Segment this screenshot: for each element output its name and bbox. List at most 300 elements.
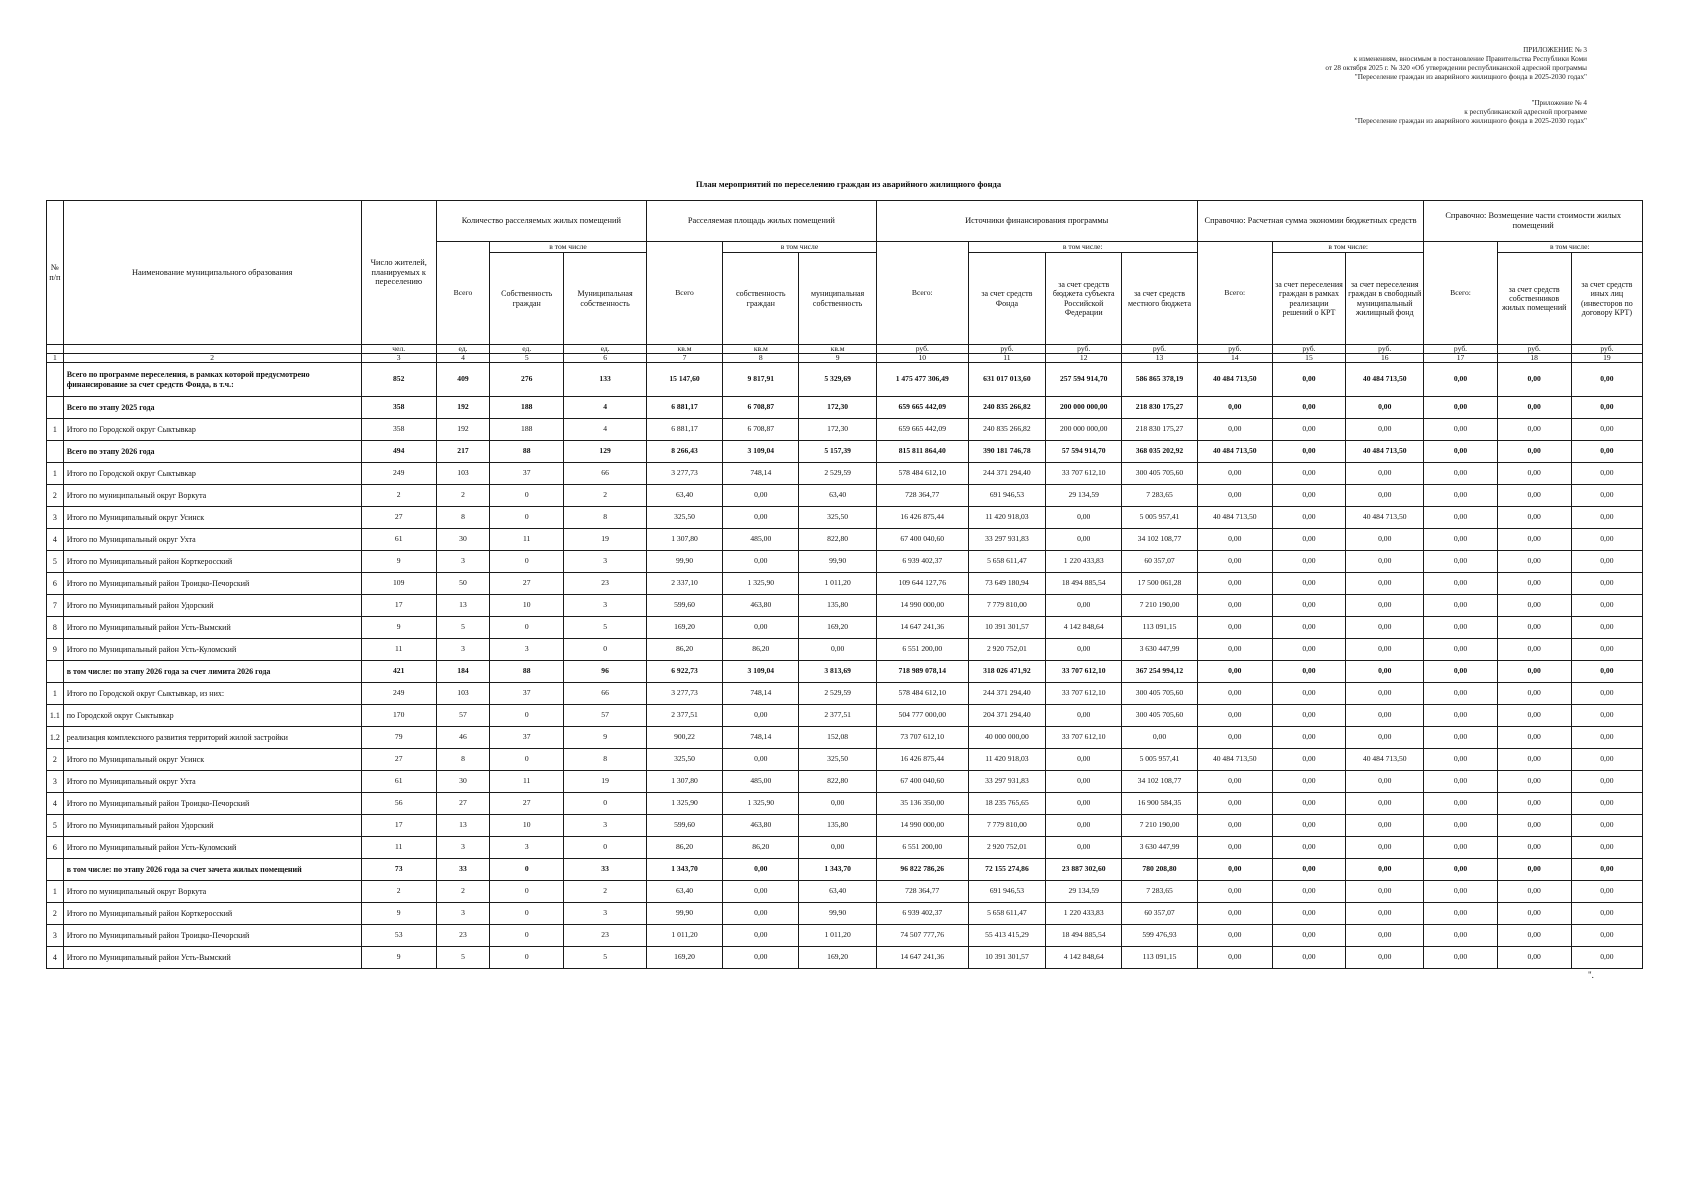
row-value: 0,00 bbox=[1346, 683, 1424, 705]
row-value: 57 594 914,70 bbox=[1046, 441, 1122, 463]
column-number-cell: 9 bbox=[799, 354, 876, 363]
table-row bbox=[47, 749, 1643, 771]
row-value: 300 405 705,60 bbox=[1122, 683, 1197, 705]
row-value: 0,00 bbox=[1571, 859, 1642, 881]
row-value: 485,00 bbox=[723, 529, 799, 551]
table-row bbox=[47, 441, 1643, 463]
row-value: 0,00 bbox=[1571, 815, 1642, 837]
row-value: 0,00 bbox=[1571, 529, 1642, 551]
row-value: 16 426 875,44 bbox=[876, 749, 968, 771]
row-value: 0,00 bbox=[1197, 815, 1272, 837]
column-number-cell: 14 bbox=[1197, 354, 1272, 363]
row-value: 0,00 bbox=[1346, 551, 1424, 573]
row-number: 3 bbox=[47, 771, 64, 793]
row-value: 578 484 612,10 bbox=[876, 683, 968, 705]
row-value: 0,00 bbox=[1497, 881, 1571, 903]
appendix-3-line: "Переселение граждан из аварийного жилищного фонда в 2025-2030 годах" bbox=[1354, 73, 1587, 81]
row-value: 9 bbox=[361, 947, 436, 969]
row-value: 822,80 bbox=[799, 529, 876, 551]
row-number: 4 bbox=[47, 947, 64, 969]
row-value: 4 bbox=[564, 397, 647, 419]
row-value: 33 707 612,10 bbox=[1046, 683, 1122, 705]
row-value: 15 147,60 bbox=[646, 363, 722, 397]
column-number-cell: 5 bbox=[490, 354, 564, 363]
row-number: 4 bbox=[47, 529, 64, 551]
header-rooms-municipal: Муниципальная собственность bbox=[564, 253, 647, 345]
row-value: 0,00 bbox=[1497, 639, 1571, 661]
row-value: 0,00 bbox=[1571, 551, 1642, 573]
row-value: 0,00 bbox=[1571, 903, 1642, 925]
row-value: 63,40 bbox=[646, 881, 722, 903]
row-value: 86,20 bbox=[723, 639, 799, 661]
row-value: 0,00 bbox=[1046, 793, 1122, 815]
row-value: 33 297 931,83 bbox=[968, 529, 1045, 551]
row-value: 463,80 bbox=[723, 815, 799, 837]
row-value: 0,00 bbox=[1046, 705, 1122, 727]
row-value: 0,00 bbox=[1424, 903, 1497, 925]
row-value: 0,00 bbox=[1197, 683, 1272, 705]
row-number bbox=[47, 397, 64, 419]
row-value: 6 939 402,37 bbox=[876, 903, 968, 925]
row-value: 358 bbox=[361, 397, 436, 419]
row-value: 0,00 bbox=[1346, 485, 1424, 507]
row-value: 0,00 bbox=[1571, 947, 1642, 969]
row-value: 133 bbox=[564, 363, 647, 397]
row-name: Итого по Муниципальный округ Ухта bbox=[63, 529, 361, 551]
row-value: 6 708,87 bbox=[723, 397, 799, 419]
row-value: 0,00 bbox=[1424, 397, 1497, 419]
row-value: 421 bbox=[361, 661, 436, 683]
row-value: 0,00 bbox=[1497, 397, 1571, 419]
row-value: 0,00 bbox=[1571, 661, 1642, 683]
table-row bbox=[47, 815, 1643, 837]
row-value: 40 484 713,50 bbox=[1197, 749, 1272, 771]
row-value: 0,00 bbox=[1497, 859, 1571, 881]
row-value: 3 630 447,99 bbox=[1122, 837, 1197, 859]
row-value: 1 011,20 bbox=[799, 573, 876, 595]
row-value: 0,00 bbox=[1497, 683, 1571, 705]
header-group-sources: Источники финансирования программы bbox=[876, 201, 1197, 242]
row-value: 599,60 bbox=[646, 595, 722, 617]
row-value: 18 235 765,65 bbox=[968, 793, 1045, 815]
row-value: 578 484 612,10 bbox=[876, 463, 968, 485]
row-value: 0,00 bbox=[1272, 947, 1345, 969]
header-area-citizens: собственность граждан bbox=[723, 253, 799, 345]
row-value: 6 551 200,00 bbox=[876, 837, 968, 859]
row-value: 0,00 bbox=[723, 705, 799, 727]
row-value: 0,00 bbox=[1571, 485, 1642, 507]
row-value: 0,00 bbox=[1497, 661, 1571, 683]
row-value: 19 bbox=[564, 529, 647, 551]
row-value: 0,00 bbox=[1046, 837, 1122, 859]
row-value: 0,00 bbox=[1272, 485, 1345, 507]
row-value: 217 bbox=[436, 441, 489, 463]
row-value: 0,00 bbox=[1571, 727, 1642, 749]
header-rooms-incl: в том числе bbox=[490, 242, 647, 253]
row-value: 5 bbox=[564, 947, 647, 969]
row-value: 1 325,90 bbox=[646, 793, 722, 815]
units-cell: чел. bbox=[361, 345, 436, 354]
row-value: 0,00 bbox=[1424, 793, 1497, 815]
row-value: 0,00 bbox=[1272, 903, 1345, 925]
row-value: 0,00 bbox=[799, 793, 876, 815]
units-cell: руб. bbox=[1046, 345, 1122, 354]
row-value: 172,30 bbox=[799, 419, 876, 441]
row-value: 61 bbox=[361, 771, 436, 793]
row-value: 33 297 931,83 bbox=[968, 771, 1045, 793]
units-cell: руб. bbox=[968, 345, 1045, 354]
row-value: 33 707 612,10 bbox=[1046, 727, 1122, 749]
row-value: 0,00 bbox=[1346, 815, 1424, 837]
row-value: 586 865 378,19 bbox=[1122, 363, 1197, 397]
row-value: 748,14 bbox=[723, 683, 799, 705]
header-area-municipal: муниципальная собственность bbox=[799, 253, 876, 345]
row-value: 57 bbox=[564, 705, 647, 727]
row-value: 0 bbox=[490, 859, 564, 881]
row-value: 0,00 bbox=[1497, 837, 1571, 859]
row-value: 0,00 bbox=[1272, 881, 1345, 903]
column-number-cell: 7 bbox=[646, 354, 722, 363]
row-value: 10 bbox=[490, 595, 564, 617]
row-value: 96 bbox=[564, 661, 647, 683]
row-value: 135,80 bbox=[799, 595, 876, 617]
row-name: Итого по Муниципальный район Троицко-Печорский bbox=[63, 573, 361, 595]
table-row bbox=[47, 463, 1643, 485]
column-number-cell: 1 bbox=[47, 354, 64, 363]
row-value: 240 835 266,82 bbox=[968, 397, 1045, 419]
row-value: 40 484 713,50 bbox=[1197, 441, 1272, 463]
row-value: 14 990 000,00 bbox=[876, 595, 968, 617]
row-value: 0,00 bbox=[1346, 837, 1424, 859]
row-value: 169,20 bbox=[646, 617, 722, 639]
row-value: 29 134,59 bbox=[1046, 881, 1122, 903]
units-cell: руб. bbox=[1122, 345, 1197, 354]
row-value: 60 357,07 bbox=[1122, 551, 1197, 573]
row-value: 5 bbox=[564, 617, 647, 639]
row-value: 0,00 bbox=[1197, 727, 1272, 749]
row-value: 129 bbox=[564, 441, 647, 463]
row-value: 0,00 bbox=[1497, 441, 1571, 463]
row-value: 109 644 127,76 bbox=[876, 573, 968, 595]
row-value: 8 bbox=[436, 749, 489, 771]
row-value: 13 bbox=[436, 815, 489, 837]
row-value: 113 091,15 bbox=[1122, 617, 1197, 639]
table-row bbox=[47, 793, 1643, 815]
row-value: 3 bbox=[490, 639, 564, 661]
row-value: 30 bbox=[436, 529, 489, 551]
row-value: 218 830 175,27 bbox=[1122, 419, 1197, 441]
header-group-area: Расселяемая площадь жилых помещений bbox=[646, 201, 876, 242]
row-value: 169,20 bbox=[799, 947, 876, 969]
row-value: 0,00 bbox=[1272, 463, 1345, 485]
row-value: 10 391 301,57 bbox=[968, 617, 1045, 639]
row-value: 0,00 bbox=[1424, 507, 1497, 529]
row-name: Итого по Муниципальный округ Усинск bbox=[63, 507, 361, 529]
column-number-cell: 17 bbox=[1424, 354, 1497, 363]
row-value: 0,00 bbox=[723, 947, 799, 969]
units-cell: ед. bbox=[490, 345, 564, 354]
row-value: 16 900 584,35 bbox=[1122, 793, 1197, 815]
row-value: 300 405 705,60 bbox=[1122, 705, 1197, 727]
row-value: 0,00 bbox=[1424, 661, 1497, 683]
row-value: 0,00 bbox=[1571, 749, 1642, 771]
row-name: Итого по Муниципальный округ Усинск bbox=[63, 749, 361, 771]
row-name: Итого по Муниципальный округ Ухта bbox=[63, 771, 361, 793]
units-cell: руб. bbox=[1272, 345, 1345, 354]
row-value: 200 000 000,00 bbox=[1046, 419, 1122, 441]
row-name: Итого по Муниципальный район Корткеросский bbox=[63, 903, 361, 925]
row-value: 3 bbox=[564, 815, 647, 837]
units-cell: руб. bbox=[1346, 345, 1424, 354]
row-value: 0,00 bbox=[1272, 925, 1345, 947]
row-value: 2 bbox=[564, 485, 647, 507]
row-value: 0,00 bbox=[1197, 617, 1272, 639]
row-value: 367 254 994,12 bbox=[1122, 661, 1197, 683]
row-value: 86,20 bbox=[646, 837, 722, 859]
row-value: 0 bbox=[490, 705, 564, 727]
row-value: 3 bbox=[490, 837, 564, 859]
row-value: 30 bbox=[436, 771, 489, 793]
row-name: Итого по Муниципальный район Усть-Вымский bbox=[63, 617, 361, 639]
row-value: 0,00 bbox=[1197, 903, 1272, 925]
row-value: 0,00 bbox=[1497, 903, 1571, 925]
appendix-4-line: "Приложение № 4 bbox=[1531, 99, 1587, 107]
row-value: 0,00 bbox=[1424, 463, 1497, 485]
row-value: 249 bbox=[361, 683, 436, 705]
units-cell: руб. bbox=[1571, 345, 1642, 354]
row-value: 13 bbox=[436, 595, 489, 617]
row-value: 33 bbox=[436, 859, 489, 881]
row-value: 815 811 864,40 bbox=[876, 441, 968, 463]
header-other-persons: за счет средств иных лиц (инвесторов по договору КРТ) bbox=[1571, 253, 1642, 345]
row-value: 0,00 bbox=[1424, 551, 1497, 573]
row-value: 73 bbox=[361, 859, 436, 881]
row-value: 5 658 611,47 bbox=[968, 551, 1045, 573]
row-value: 33 707 612,10 bbox=[1046, 463, 1122, 485]
row-value: 11 bbox=[361, 639, 436, 661]
row-value: 152,08 bbox=[799, 727, 876, 749]
units-cell: руб. bbox=[1197, 345, 1272, 354]
table-row bbox=[47, 363, 1643, 397]
appendix-4-line: "Переселение граждан из аварийного жилищного фонда в 2025-2030 годах" bbox=[1354, 117, 1587, 125]
row-value: 73 707 612,10 bbox=[876, 727, 968, 749]
row-value: 2 bbox=[361, 881, 436, 903]
row-value: 1 307,80 bbox=[646, 529, 722, 551]
units-cell-empty bbox=[63, 345, 361, 354]
row-value: 35 136 350,00 bbox=[876, 793, 968, 815]
row-value: 6 939 402,37 bbox=[876, 551, 968, 573]
row-value: 9 bbox=[361, 551, 436, 573]
row-value: 9 bbox=[564, 727, 647, 749]
row-value: 192 bbox=[436, 397, 489, 419]
row-value: 0,00 bbox=[723, 551, 799, 573]
appendix-4-note bbox=[1355, 99, 1587, 126]
row-value: 0,00 bbox=[1122, 727, 1197, 749]
header-comp-incl: в том числе: bbox=[1497, 242, 1642, 253]
row-value: 7 210 190,00 bbox=[1122, 595, 1197, 617]
row-value: 23 887 302,60 bbox=[1046, 859, 1122, 881]
row-value: 7 283,65 bbox=[1122, 881, 1197, 903]
row-value: 0 bbox=[490, 881, 564, 903]
row-value: 718 989 078,14 bbox=[876, 661, 968, 683]
row-value: 325,50 bbox=[646, 749, 722, 771]
row-value: 0,00 bbox=[1272, 573, 1345, 595]
row-value: 27 bbox=[361, 749, 436, 771]
row-value: 0,00 bbox=[1346, 705, 1424, 727]
table-row bbox=[47, 925, 1643, 947]
row-number: 2 bbox=[47, 749, 64, 771]
row-value: 0,00 bbox=[1346, 573, 1424, 595]
row-value: 0,00 bbox=[1497, 573, 1571, 595]
row-value: 188 bbox=[490, 397, 564, 419]
row-value: 0 bbox=[490, 947, 564, 969]
header-group-rooms: Количество расселяемых жилых помещений bbox=[436, 201, 646, 242]
row-value: 3 277,73 bbox=[646, 463, 722, 485]
column-number-cell: 12 bbox=[1046, 354, 1122, 363]
table-row bbox=[47, 837, 1643, 859]
row-value: 0 bbox=[490, 749, 564, 771]
header-sources-incl: в том числе: bbox=[968, 242, 1197, 253]
column-number-cell: 18 bbox=[1497, 354, 1571, 363]
row-value: 67 400 040,60 bbox=[876, 529, 968, 551]
row-name: Итого по Муниципальный район Корткеросский bbox=[63, 551, 361, 573]
row-value: 463,80 bbox=[723, 595, 799, 617]
row-value: 0,00 bbox=[1571, 881, 1642, 903]
row-value: 0,00 bbox=[1346, 925, 1424, 947]
row-value: 0,00 bbox=[1497, 793, 1571, 815]
row-name: Всего по этапу 2025 года bbox=[63, 397, 361, 419]
row-value: 0,00 bbox=[1346, 793, 1424, 815]
column-number-cell: 6 bbox=[564, 354, 647, 363]
units-cell: руб. bbox=[1424, 345, 1497, 354]
row-value: 0,00 bbox=[1424, 837, 1497, 859]
appendix-4-line: к республиканской адресной программе bbox=[1464, 108, 1587, 116]
row-value: 14 647 241,36 bbox=[876, 947, 968, 969]
row-value: 169,20 bbox=[646, 947, 722, 969]
row-value: 3 813,69 bbox=[799, 661, 876, 683]
row-value: 0 bbox=[564, 837, 647, 859]
units-row bbox=[47, 345, 1643, 354]
table-row bbox=[47, 947, 1643, 969]
row-value: 40 484 713,50 bbox=[1197, 363, 1272, 397]
row-value: 0,00 bbox=[1046, 815, 1122, 837]
row-value: 0,00 bbox=[1424, 441, 1497, 463]
row-value: 0,00 bbox=[1497, 529, 1571, 551]
row-value: 0,00 bbox=[1571, 507, 1642, 529]
column-number-cell: 3 bbox=[361, 354, 436, 363]
row-value: 0 bbox=[490, 925, 564, 947]
row-value: 0,00 bbox=[1197, 771, 1272, 793]
row-value: 3 bbox=[436, 551, 489, 573]
row-value: 409 bbox=[436, 363, 489, 397]
row-value: 37 bbox=[490, 683, 564, 705]
row-value: 0,00 bbox=[1424, 881, 1497, 903]
table-row bbox=[47, 617, 1643, 639]
row-name: Итого по Муниципальный район Усть-Вымский bbox=[63, 947, 361, 969]
row-value: 188 bbox=[490, 419, 564, 441]
row-value: 17 bbox=[361, 815, 436, 837]
row-value: 1 220 433,83 bbox=[1046, 551, 1122, 573]
row-value: 0,00 bbox=[723, 903, 799, 925]
row-value: 0,00 bbox=[1346, 419, 1424, 441]
row-value: 748,14 bbox=[723, 727, 799, 749]
row-name: в том числе: по этапу 2026 года за счет лимита 2026 года bbox=[63, 661, 361, 683]
row-number: 5 bbox=[47, 815, 64, 837]
column-number-cell: 2 bbox=[63, 354, 361, 363]
row-value: 390 181 746,78 bbox=[968, 441, 1045, 463]
row-value: 9 bbox=[361, 617, 436, 639]
table-row bbox=[47, 551, 1643, 573]
row-name: по Городской округ Сыктывкар bbox=[63, 705, 361, 727]
table-row bbox=[47, 639, 1643, 661]
row-value: 40 484 713,50 bbox=[1346, 441, 1424, 463]
row-value: 300 405 705,60 bbox=[1122, 463, 1197, 485]
row-value: 3 bbox=[436, 903, 489, 925]
row-value: 5 005 957,41 bbox=[1122, 507, 1197, 529]
row-value: 0,00 bbox=[1197, 859, 1272, 881]
header-rooms-total: Всего bbox=[436, 242, 489, 345]
row-value: 204 371 294,40 bbox=[968, 705, 1045, 727]
row-value: 0,00 bbox=[1197, 573, 1272, 595]
row-value: 0,00 bbox=[1272, 419, 1345, 441]
row-value: 0,00 bbox=[723, 749, 799, 771]
row-number: 6 bbox=[47, 573, 64, 595]
row-value: 0,00 bbox=[1424, 771, 1497, 793]
row-value: 40 484 713,50 bbox=[1346, 507, 1424, 529]
row-number: 9 bbox=[47, 639, 64, 661]
row-value: 200 000 000,00 bbox=[1046, 397, 1122, 419]
row-number: 6 bbox=[47, 837, 64, 859]
header-free-municipal: за счет переселения граждан в свободный муниципальный жилищный фонд bbox=[1346, 253, 1424, 345]
row-value: 18 494 885,54 bbox=[1046, 573, 1122, 595]
row-value: 0,00 bbox=[1424, 925, 1497, 947]
row-value: 1 011,20 bbox=[799, 925, 876, 947]
row-value: 23 bbox=[436, 925, 489, 947]
header-area-incl: в том числе bbox=[723, 242, 877, 253]
row-value: 10 bbox=[490, 815, 564, 837]
row-value: 0,00 bbox=[1571, 463, 1642, 485]
row-value: 852 bbox=[361, 363, 436, 397]
row-value: 0,00 bbox=[1424, 573, 1497, 595]
row-value: 244 371 294,40 bbox=[968, 683, 1045, 705]
row-value: 14 647 241,36 bbox=[876, 617, 968, 639]
column-number-row bbox=[47, 354, 1643, 363]
row-value: 0,00 bbox=[1197, 639, 1272, 661]
table-row bbox=[47, 881, 1643, 903]
row-value: 1 220 433,83 bbox=[1046, 903, 1122, 925]
table-row bbox=[47, 771, 1643, 793]
units-cell: руб. bbox=[1497, 345, 1571, 354]
row-value: 17 500 061,28 bbox=[1122, 573, 1197, 595]
row-value: 1 325,90 bbox=[723, 573, 799, 595]
row-value: 0,00 bbox=[1046, 749, 1122, 771]
row-value: 0,00 bbox=[1497, 727, 1571, 749]
row-value: 3 109,04 bbox=[723, 661, 799, 683]
row-number: 7 bbox=[47, 595, 64, 617]
row-value: 0,00 bbox=[1197, 661, 1272, 683]
row-value: 691 946,53 bbox=[968, 881, 1045, 903]
row-value: 0,00 bbox=[1571, 595, 1642, 617]
row-number: 1 bbox=[47, 419, 64, 441]
row-value: 2 529,59 bbox=[799, 463, 876, 485]
row-number: 2 bbox=[47, 903, 64, 925]
row-value: 0,00 bbox=[1272, 507, 1345, 529]
row-value: 0,00 bbox=[1571, 441, 1642, 463]
row-value: 0,00 bbox=[1497, 705, 1571, 727]
row-value: 4 bbox=[564, 419, 647, 441]
row-value: 53 bbox=[361, 925, 436, 947]
row-value: 0,00 bbox=[1571, 419, 1642, 441]
